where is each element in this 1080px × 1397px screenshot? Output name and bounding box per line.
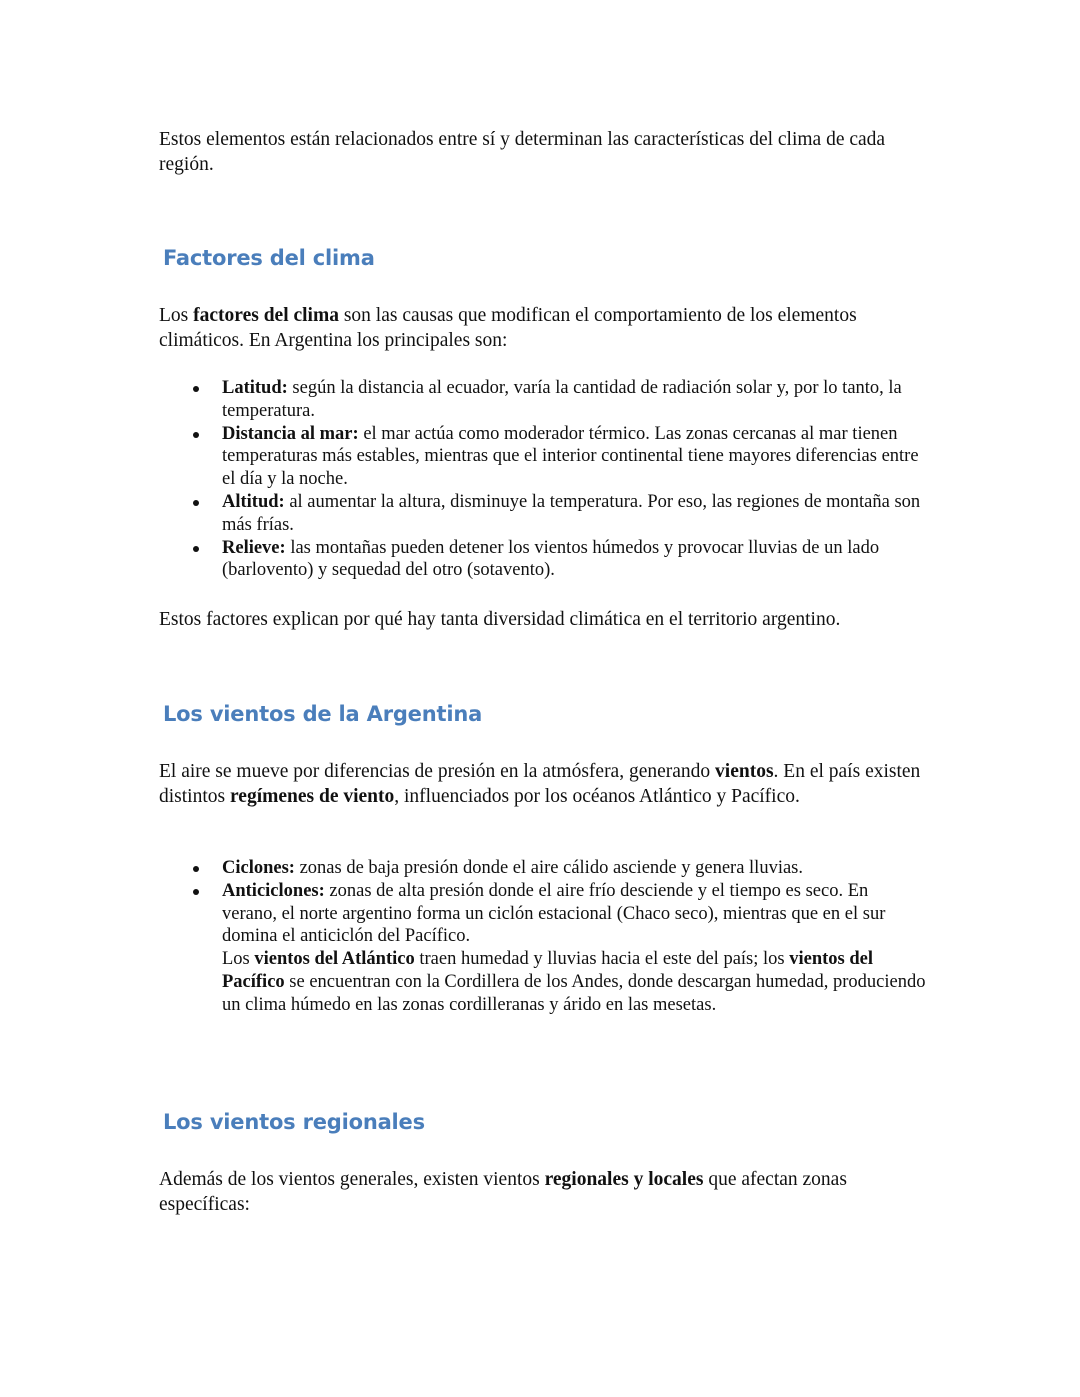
list-item xyxy=(222,377,927,423)
list-text: las montañas pueden detener los vientos húmedos y provocar lluvias de un lado (barlovento) y sequedad del otro (sotavento). xyxy=(222,537,880,581)
text-run: . En el país existen distintos xyxy=(159,761,921,807)
factores-closing-paragraph: Estos factores explican por qué hay tanta diversidad climática en el territorio argentino. xyxy=(159,609,841,630)
list-item xyxy=(222,423,927,491)
bold-term: vientos xyxy=(715,761,774,782)
text-run: son las causas que modifican el comportamiento de los elementos climáticos. En Argentina los principales son: xyxy=(159,305,857,351)
list-term: Anticiclones: xyxy=(222,880,325,901)
text-run: Los xyxy=(159,305,194,326)
list-term: Relieve: xyxy=(222,537,286,558)
bold-term: vientos del Atlántico xyxy=(254,949,415,970)
heading-vientos-regionales: Los vientos regionales xyxy=(163,1110,425,1134)
list-term: Distancia al mar: xyxy=(222,423,359,444)
list-item xyxy=(222,857,927,880)
list-text: al aumentar la altura, disminuye la temperatura. Por eso, las regiones de montaña son más frías. xyxy=(222,491,921,535)
bold-term: regionales y locales xyxy=(544,1169,704,1190)
vientos-list xyxy=(222,857,927,1017)
text-run: Además de los vientos generales, existen vientos xyxy=(159,1169,545,1190)
text-run: Los xyxy=(222,949,255,970)
text-run: El aire se mueve por diferencias de presión en la atmósfera, generando xyxy=(159,761,716,782)
list-text: zonas de alta presión donde el aire frío desciende y el tiempo es seco. En verano, el norte argentino forma un ciclón estacional (Chaco seco), mientras que en el sur domina el anticiclón del Pacífico. xyxy=(222,880,886,947)
intro-paragraph: Estos elementos están relacionados entre sí y determinan las características del clima de cada región. xyxy=(159,129,886,175)
bold-term: regímenes de viento xyxy=(229,785,395,807)
list-item xyxy=(222,537,927,583)
list-term: Latitud: xyxy=(222,378,288,398)
text-run: que afectan zonas específicas: xyxy=(159,1169,847,1215)
text-run: , influenciados por los océanos Atlántico y Pacífico. xyxy=(394,785,800,807)
list-item xyxy=(222,880,927,1017)
list-text: el mar actúa como moderador térmico. Las zonas cercanas al mar tienen temperaturas más estables, mientras que el interior continental tiene mayores diferencias entre el día y la noche. xyxy=(222,423,919,490)
bold-term: factores del clima xyxy=(193,305,339,326)
text-run: se encuentran con la Cordillera de los Andes, donde descargan humedad, produciendo un clima húmedo en las zonas cordilleranas y árido en las mesetas. xyxy=(222,971,926,1015)
vientos-intro-paragraph xyxy=(159,760,929,809)
factores-intro-paragraph xyxy=(159,304,929,353)
bold-term: vientos del Pacífico xyxy=(222,949,873,992)
heading-vientos-argentina: Los vientos de la Argentina xyxy=(163,702,483,726)
list-term: Altitud: xyxy=(222,491,285,512)
list-term: Ciclones: xyxy=(222,858,295,878)
text-run: traen humedad y lluvias hacia el este del país; los xyxy=(414,949,790,970)
list-text: según la distancia al ecuador, varía la cantidad de radiación solar y, por lo tanto, la temperatura. xyxy=(222,378,902,421)
list-item xyxy=(222,491,927,537)
list-text: zonas de baja presión donde el aire cálido asciende y genera lluvias. xyxy=(294,858,803,878)
factores-list xyxy=(222,377,927,582)
heading-factores-del-clima: Factores del clima xyxy=(163,246,375,270)
regionales-intro-paragraph xyxy=(159,1168,929,1217)
